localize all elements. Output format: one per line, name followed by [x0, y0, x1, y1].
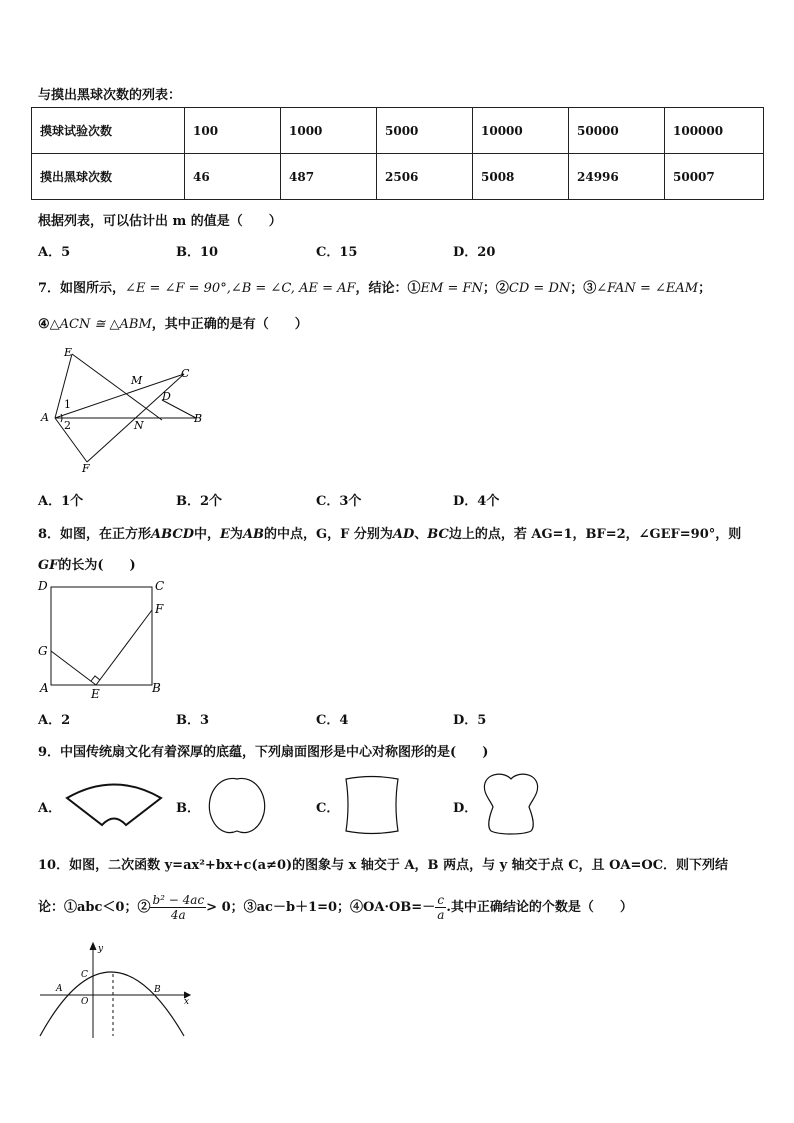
table-cell: 1000 — [281, 108, 377, 154]
q10-frac2-den: a — [437, 908, 445, 922]
q8-option-a: A．2 — [38, 713, 71, 728]
q8-t6: 边上的点，若 AG=1，BF=2，∠GEF=90°，则 — [448, 527, 742, 542]
fan-shape-d-icon — [479, 771, 543, 839]
q7-figure — [30, 340, 220, 480]
q10-fraction-1 — [150, 893, 206, 922]
q9-option-b: B． — [176, 801, 200, 816]
q7-claim-4-marker: ④ — [38, 317, 50, 332]
q8-t4: 的中点，G，F 分别为 — [264, 527, 393, 542]
q7-label-m: M — [131, 374, 143, 387]
q6-option-d: D．20 — [453, 245, 496, 260]
q10-label-o: O — [81, 997, 89, 1007]
q8-label-c: C — [155, 579, 165, 593]
q8-option-d: D．5 — [453, 713, 487, 728]
q7-option-b: B．2个 — [176, 494, 223, 509]
table-cell: 5000 — [377, 108, 473, 154]
fan-shape-a-icon — [64, 775, 164, 835]
q6-option-b: B．10 — [176, 245, 219, 260]
q7-prefix: 7．如图所示， — [38, 281, 126, 296]
q8-ab: AB — [242, 527, 265, 542]
q7-line1 — [38, 277, 711, 296]
q10-label-b: B — [154, 985, 161, 995]
q9-option-a: A． — [38, 801, 62, 816]
q8-bc: BC — [427, 527, 449, 542]
q10-label-c: C — [81, 970, 88, 980]
q7-label-c: C — [181, 367, 190, 380]
q8-label-e: E — [91, 687, 100, 700]
q9-option-c: C． — [316, 801, 340, 816]
q8-line2 — [38, 554, 136, 573]
q9-option-d: D． — [453, 801, 478, 816]
q7-label-n: N — [134, 419, 144, 432]
q8-option-b: B．3 — [176, 713, 210, 728]
q8-gf: GF — [38, 558, 59, 573]
table-cell: 24996 — [569, 154, 665, 200]
q9-question: 9．中国传统扇文化有着深厚的底蕴，下列扇面图形是中心对称图形的是( ) — [38, 745, 489, 760]
q10-parabola-figure — [34, 940, 194, 1040]
q7-label-b: B — [194, 412, 203, 425]
table-row — [32, 154, 764, 200]
q7-end: ； — [698, 281, 712, 296]
q7-sep2: ；③ — [570, 281, 597, 296]
q8-abcd: ABCD — [151, 527, 194, 542]
q7-option-d: D．4个 — [453, 494, 500, 509]
fan-shape-c-icon — [340, 773, 404, 837]
table-cell: 487 — [281, 154, 377, 200]
q8-option-c: C．4 — [316, 713, 349, 728]
q7-claim-3: ∠FAN = ∠EAM — [596, 281, 699, 296]
table-row — [32, 108, 764, 154]
q8-label-d: D — [38, 579, 48, 593]
q7-label-d: D — [162, 390, 171, 403]
q7-label-a: A — [41, 411, 49, 424]
table-cell: 10000 — [473, 108, 569, 154]
q6-question: 根据列表，可以估计出 m 的值是（ ） — [38, 214, 282, 229]
q10-label-y: y — [98, 944, 104, 954]
q10-claims-b: > 0；③ac－b＋1=0；④OA·OB=－ — [206, 900, 436, 915]
q6-option-c: C．15 — [316, 245, 358, 260]
q8-label-f: F — [155, 602, 164, 616]
q8-figure — [34, 575, 174, 700]
q7-line2 — [38, 313, 308, 332]
q8-line1 — [38, 523, 741, 542]
q10-label-a: A — [56, 984, 63, 994]
q10-frac1-den: 4a — [170, 908, 186, 922]
q7-label-angle2: 2 — [64, 419, 71, 432]
table-cell: 100 — [185, 108, 281, 154]
q7-option-c: C．3个 — [316, 494, 362, 509]
table-cell: 46 — [185, 154, 281, 200]
table-cell: 摸出黑球次数 — [32, 154, 185, 200]
q8-label-b: B — [152, 681, 161, 695]
table-intro: 与摸出黑球次数的列表： — [38, 88, 182, 103]
fan-shape-b-icon — [202, 773, 272, 843]
table-cell: 摸球试验次数 — [32, 108, 185, 154]
table-cell: 5008 — [473, 154, 569, 200]
q8-label-a: A — [40, 681, 49, 695]
q7-option-a: A．1个 — [38, 494, 84, 509]
q10-frac1-num: b² − 4ac — [152, 893, 205, 907]
q7-label-f: F — [82, 462, 90, 475]
q10-frac2-num: c — [435, 893, 446, 908]
q10-label-x: x — [184, 997, 190, 1007]
q7-claim-2: CD = DN — [508, 281, 571, 296]
q7-claim-1: EM = FN — [420, 281, 483, 296]
q10-ask: .其中正确结论的个数是（ ） — [446, 900, 633, 915]
q7-claim-4: △ACN ≅ △ABM — [49, 317, 152, 332]
q8-t7: 的长为( ) — [58, 558, 136, 573]
table-cell: 50000 — [569, 108, 665, 154]
table-cell: 2506 — [377, 154, 473, 200]
q7-sep1: ；② — [482, 281, 509, 296]
q8-t2: 中， — [193, 527, 220, 542]
q10-claims-a: 论：①abc＜0；② — [38, 900, 151, 915]
q7-label-e: E — [64, 346, 73, 359]
q7-ask: ，其中正确的是有（ ） — [151, 317, 308, 332]
q8-t3: 为 — [229, 527, 243, 542]
q7-given: ∠E = ∠F = 90°,∠B = ∠C, AE = AF — [125, 281, 356, 296]
q8-t5: 、 — [414, 527, 428, 542]
q8-ad: AD — [392, 527, 415, 542]
q8-label-g: G — [38, 644, 48, 658]
q8-e: E — [220, 527, 230, 542]
q7-mid: ，结论：① — [355, 281, 421, 296]
table-cell: 50007 — [665, 154, 764, 200]
table-cell: 100000 — [665, 108, 764, 154]
q7-label-angle1: 1 — [64, 398, 71, 411]
q10-fraction-2 — [435, 893, 446, 922]
q6-option-a: A．5 — [38, 245, 71, 260]
q8-t1: 8．如图，在正方形 — [38, 527, 152, 542]
q10-line1: 10．如图，二次函数 y=ax²+bx+c(a≠0)的图象与 x 轴交于 A，B 两点，与 y 轴交于点 C，且 OA=OC．则下列结 — [38, 858, 729, 873]
q10-line2 — [38, 893, 633, 922]
trial-table — [31, 107, 764, 200]
